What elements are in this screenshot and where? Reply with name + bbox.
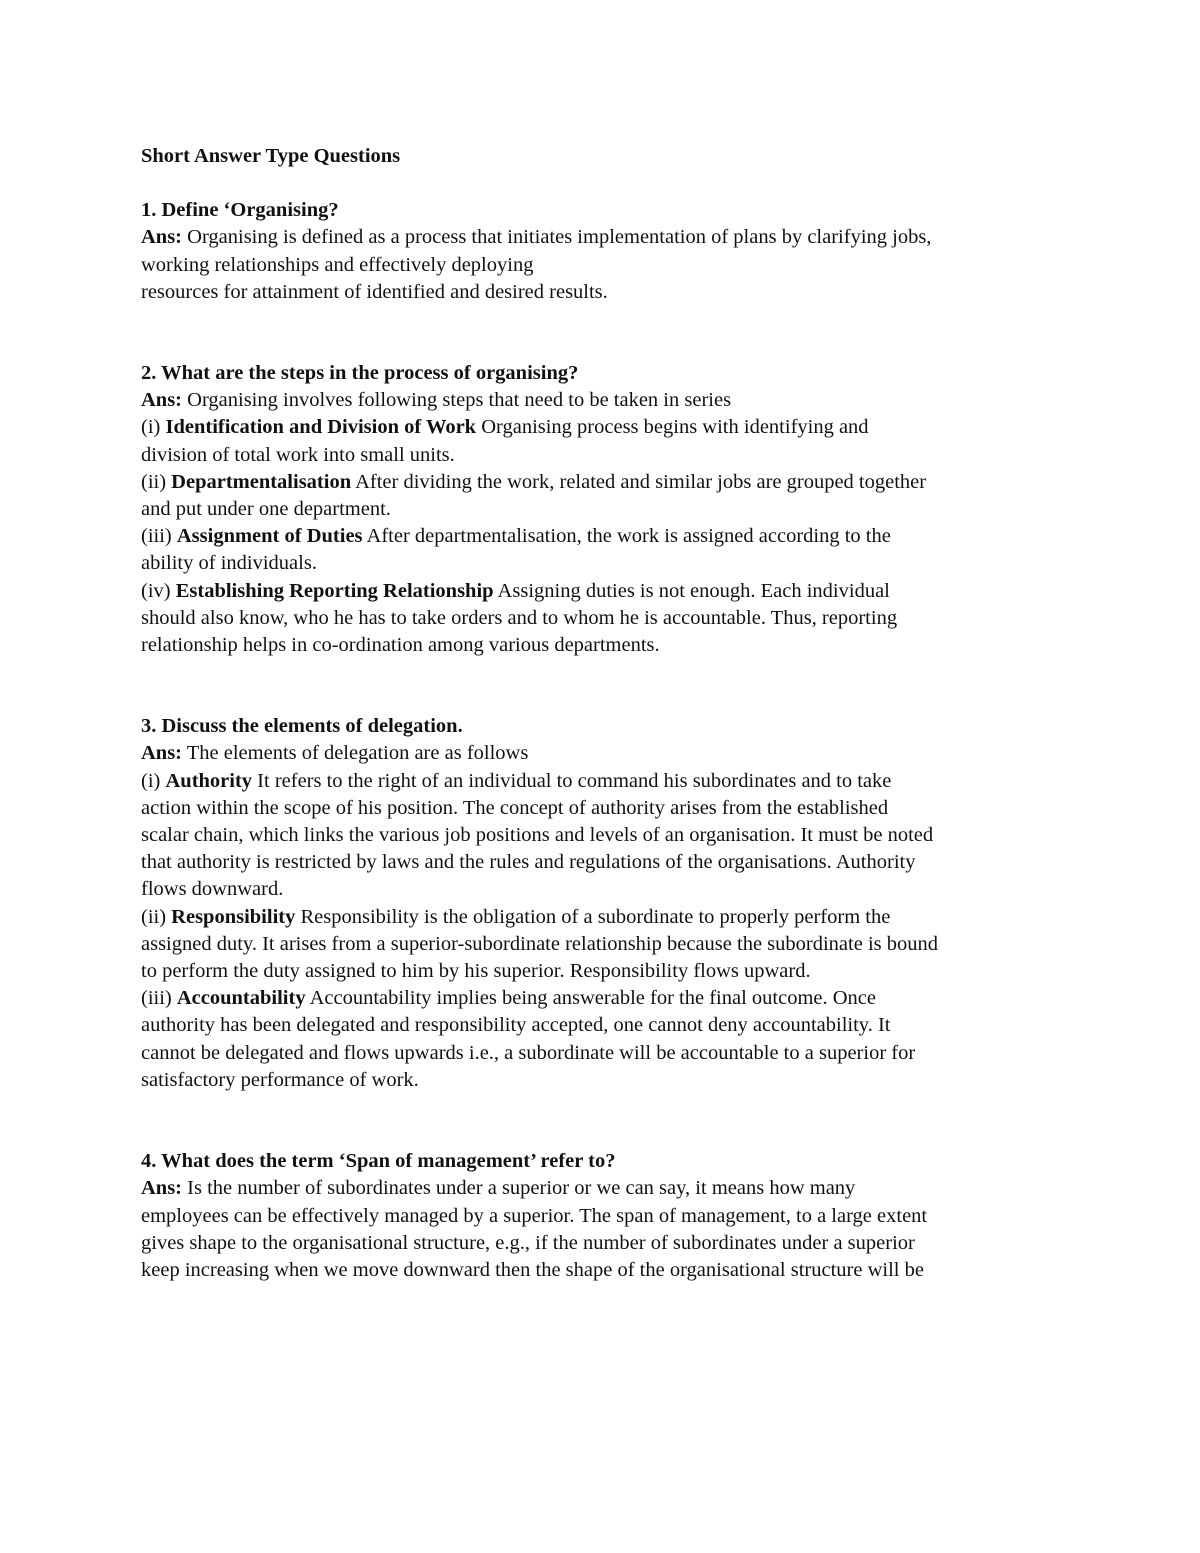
answer-intro: The elements of delegation are as follows bbox=[182, 742, 529, 765]
answer-text: Organising is defined as a process that initiates implementation of plans by clarifying jobs, bbox=[182, 226, 932, 249]
answer-label: Ans: bbox=[141, 1177, 183, 1200]
item-text: assigned duty. It arises from a superior-subordinate relationship because the subordinate is bound bbox=[141, 932, 938, 955]
answer-text: Is the number of subordinates under a superior or we can say, it means how many bbox=[182, 1177, 856, 1200]
answer-line: employees can be effectively managed by a superior. The span of management, to a large extent bbox=[141, 1204, 928, 1227]
item-text: relationship helps in co-ordination among various departments. bbox=[141, 634, 660, 657]
answer-label: Ans: bbox=[141, 389, 183, 412]
item-text: that authority is restricted by laws and the rules and regulations of the organisations. Authority bbox=[141, 851, 916, 874]
section-gap bbox=[141, 659, 1071, 713]
item-prefix: (ii) bbox=[141, 905, 172, 928]
item-text: It refers to the right of an individual to command his subordinates and to take bbox=[252, 769, 892, 792]
item-term: Assignment of Duties bbox=[176, 525, 363, 548]
item-text: Organising process begins with identifying and bbox=[476, 416, 869, 439]
list-item bbox=[141, 523, 1071, 550]
item-text: After departmentalisation, the work is assigned according to the bbox=[362, 525, 891, 548]
item-term: Authority bbox=[165, 769, 253, 792]
item-text: Accountability implies being answerable for the final outcome. Once bbox=[305, 987, 876, 1010]
item-text: Responsibility is the obligation of a subordinate to properly perform the bbox=[295, 905, 891, 928]
question-1 bbox=[141, 197, 1071, 306]
item-prefix: (iii) bbox=[141, 525, 177, 548]
answer-label: Ans: bbox=[141, 742, 183, 765]
answer-line bbox=[141, 224, 1071, 251]
list-item bbox=[141, 469, 1071, 496]
item-term: Establishing Reporting Relationship bbox=[175, 579, 494, 602]
question-4 bbox=[141, 1148, 1071, 1284]
item-text: satisfactory performance of work. bbox=[141, 1068, 419, 1091]
item-text: flows downward. bbox=[141, 878, 284, 901]
question-title: 1. Define ‘Organising? bbox=[141, 199, 339, 222]
item-prefix: (i) bbox=[141, 769, 166, 792]
item-prefix: (ii) bbox=[141, 470, 172, 493]
answer-label: Ans: bbox=[141, 226, 183, 249]
item-text: should also know, who he has to take orders and to whom he is accountable. Thus, reporting bbox=[141, 606, 898, 629]
item-term: Departmentalisation bbox=[171, 470, 352, 493]
item-text: division of total work into small units. bbox=[141, 443, 455, 466]
item-text: Assigning duties is not enough. Each individual bbox=[493, 579, 890, 602]
item-text: and put under one department. bbox=[141, 498, 391, 521]
answer-line bbox=[141, 387, 1071, 414]
list-item bbox=[141, 985, 1071, 1012]
item-text: scalar chain, which links the various job positions and levels of an organisation. It must be noted bbox=[141, 824, 934, 847]
question-3 bbox=[141, 713, 1071, 1094]
item-prefix: (i) bbox=[141, 416, 166, 439]
answer-intro: Organising involves following steps that need to be taken in series bbox=[182, 389, 732, 412]
question-2 bbox=[141, 360, 1071, 659]
answer-line: resources for attainment of identified and desired results. bbox=[141, 280, 608, 303]
item-term: Accountability bbox=[176, 987, 306, 1010]
item-prefix: (iv) bbox=[141, 579, 176, 602]
item-text: authority has been delegated and responsibility accepted, one cannot deny accountability. It bbox=[141, 1014, 891, 1037]
section-gap bbox=[141, 306, 1071, 360]
list-item bbox=[141, 414, 1071, 441]
item-text: ability of individuals. bbox=[141, 552, 317, 575]
list-item bbox=[141, 768, 1071, 795]
document-title: Short Answer Type Questions bbox=[141, 145, 401, 167]
question-title: 4. What does the term ‘Span of management’ refer to? bbox=[141, 1150, 616, 1173]
list-item bbox=[141, 904, 1071, 931]
answer-line: gives shape to the organisational structure, e.g., if the number of subordinates under a superior bbox=[141, 1231, 915, 1254]
question-title: 3. Discuss the elements of delegation. bbox=[141, 715, 463, 738]
answer-line: working relationships and effectively deploying bbox=[141, 253, 534, 276]
list-item bbox=[141, 578, 1071, 605]
item-prefix: (iii) bbox=[141, 987, 177, 1010]
item-text: action within the scope of his position. The concept of authority arises from the established bbox=[141, 796, 889, 819]
question-title: 2. What are the steps in the process of organising? bbox=[141, 362, 579, 385]
item-text: cannot be delegated and flows upwards i.e., a subordinate will be accountable to a superior for bbox=[141, 1041, 916, 1064]
item-term: Identification and Division of Work bbox=[165, 416, 477, 439]
answer-line bbox=[141, 740, 1071, 767]
section-gap bbox=[141, 1094, 1071, 1148]
answer-line bbox=[141, 1175, 1071, 1202]
item-text: to perform the duty assigned to him by his superior. Responsibility flows upward. bbox=[141, 960, 811, 983]
document-body bbox=[141, 143, 1071, 1284]
item-term: Responsibility bbox=[171, 905, 296, 928]
answer-line: keep increasing when we move downward then the shape of the organisational structure will be bbox=[141, 1258, 924, 1281]
item-text: After dividing the work, related and similar jobs are grouped together bbox=[351, 470, 927, 493]
